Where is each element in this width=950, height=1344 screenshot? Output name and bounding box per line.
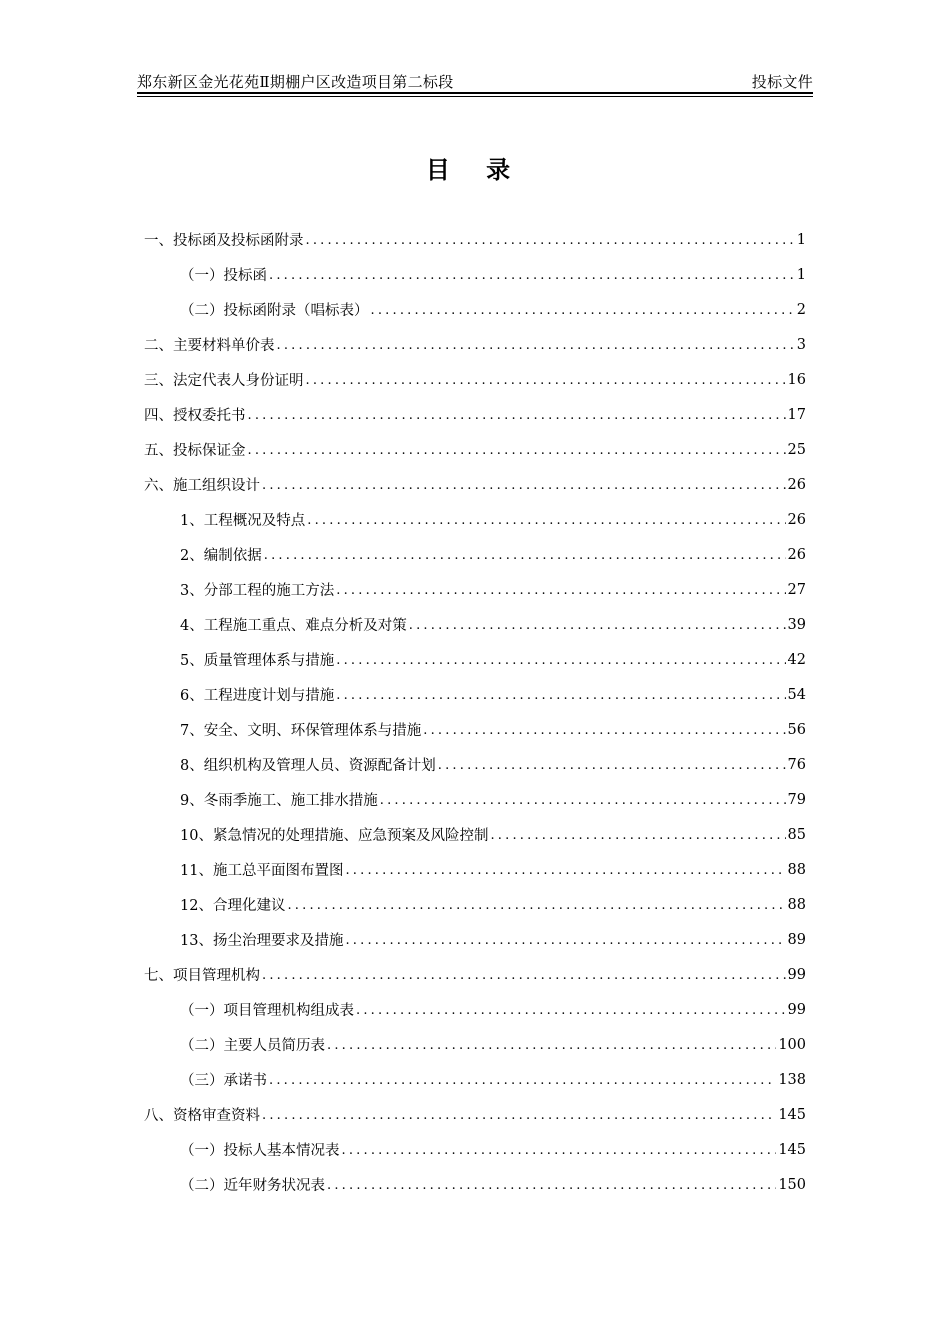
toc-entry-page-number: 138 <box>778 1071 806 1088</box>
toc-entry[interactable] <box>144 1062 806 1097</box>
toc-entry-title: （二）近年财务状况表 <box>180 1178 325 1194</box>
toc-entry-page-number: 100 <box>778 1036 806 1053</box>
toc-dot-leader <box>248 443 786 458</box>
toc-entry[interactable] <box>144 957 806 992</box>
toc-entry-title: 5、质量管理体系与措施 <box>180 653 335 669</box>
toc-entry[interactable] <box>144 502 806 537</box>
toc-entry-page-number: 27 <box>787 581 806 598</box>
toc-entry-title: 8、组织机构及管理人员、资源配备计划 <box>180 758 436 774</box>
toc-entry-page-number: 1 <box>796 266 806 283</box>
toc-entry[interactable] <box>144 292 806 327</box>
toc-entry-title: 2、编制依据 <box>180 548 262 564</box>
toc-entry[interactable] <box>144 1097 806 1132</box>
toc-dot-leader <box>262 478 786 493</box>
toc-entry[interactable] <box>144 922 806 957</box>
toc-entry-page-number: 16 <box>787 371 806 388</box>
toc-entry-page-number: 26 <box>787 546 806 563</box>
toc-dot-leader <box>345 933 785 948</box>
toc-dot-leader <box>380 793 786 808</box>
toc-entry-page-number: 145 <box>778 1141 806 1158</box>
toc-entry-page-number: 54 <box>787 686 806 703</box>
toc-dot-leader <box>356 1003 786 1018</box>
header-divider <box>137 92 813 97</box>
toc-entry[interactable] <box>144 222 806 257</box>
toc-entry-page-number: 88 <box>787 861 806 878</box>
toc-entry[interactable] <box>144 397 806 432</box>
toc-dot-leader <box>490 828 785 843</box>
toc-entry-page-number: 76 <box>787 756 806 773</box>
toc-entry-title: （一）投标人基本情况表 <box>180 1143 340 1159</box>
toc-entry-title: 4、工程施工重点、难点分析及对策 <box>180 618 407 634</box>
toc-entry-page-number: 26 <box>787 511 806 528</box>
toc-entry[interactable] <box>144 677 806 712</box>
toc-entry-page-number: 89 <box>787 931 806 948</box>
toc-dot-leader <box>327 1038 776 1053</box>
toc-entry-title: 八、资格审查资料 <box>144 1108 260 1124</box>
toc-entry-page-number: 85 <box>787 826 806 843</box>
toc-entry[interactable] <box>144 1027 806 1062</box>
toc-dot-leader <box>342 1143 777 1158</box>
toc-entry[interactable] <box>144 537 806 572</box>
toc-entry-title: 五、投标保证金 <box>144 443 246 459</box>
toc-dot-leader <box>336 653 785 668</box>
toc-entry[interactable] <box>144 887 806 922</box>
toc-entry-title: 3、分部工程的施工方法 <box>180 583 335 599</box>
toc-dot-leader <box>423 723 785 738</box>
toc-entry-page-number: 25 <box>787 441 806 458</box>
header-doc-type: 投标文件 <box>751 73 813 91</box>
toc-entry-title: （一）项目管理机构组成表 <box>180 1003 354 1019</box>
toc-dot-leader <box>336 688 785 703</box>
toc-entry[interactable] <box>144 1132 806 1167</box>
toc-entry-title: 6、工程进度计划与措施 <box>180 688 335 704</box>
toc-entry-title: 13、扬尘治理要求及措施 <box>180 933 344 949</box>
header-project-title: 郑东新区金光花苑Ⅱ期棚户区改造项目第二标段 <box>137 73 454 91</box>
toc-entry[interactable] <box>144 607 806 642</box>
toc-entry-page-number: 26 <box>787 476 806 493</box>
toc-entry-title: （三）承诺书 <box>180 1073 267 1089</box>
toc-entry[interactable] <box>144 362 806 397</box>
toc-entry-title: 11、施工总平面图布置图 <box>180 863 344 879</box>
toc-dot-leader <box>262 1108 776 1123</box>
toc-entry[interactable] <box>144 467 806 502</box>
toc-entry-page-number: 88 <box>787 896 806 913</box>
toc-entry[interactable] <box>144 642 806 677</box>
toc-dot-leader <box>262 968 786 983</box>
toc-entry-title: 六、施工组织设计 <box>144 478 260 494</box>
toc-dot-leader <box>269 1073 776 1088</box>
toc-entry-title: 七、项目管理机构 <box>144 968 260 984</box>
toc-entry-page-number: 99 <box>787 1001 806 1018</box>
toc-entry-page-number: 39 <box>787 616 806 633</box>
toc-dot-leader <box>306 233 795 248</box>
toc-entry-title: （二）主要人员简历表 <box>180 1038 325 1054</box>
toc-dot-leader <box>327 1178 776 1193</box>
toc-entry-title: （二）投标函附录（唱标表） <box>180 303 369 319</box>
toc-entry[interactable] <box>144 782 806 817</box>
toc-dot-leader <box>287 898 785 913</box>
toc-entry-title: （一）投标函 <box>180 268 267 284</box>
toc-dot-leader <box>336 583 785 598</box>
toc-entry-page-number: 145 <box>778 1106 806 1123</box>
toc-dot-leader <box>345 863 785 878</box>
toc-dot-leader <box>409 618 786 633</box>
toc-dot-leader <box>307 513 785 528</box>
toc-entry-title: 二、主要材料单价表 <box>144 338 275 354</box>
toc-entry[interactable] <box>144 257 806 292</box>
toc-entry-title: 7、安全、文明、环保管理体系与措施 <box>180 723 422 739</box>
toc-entry-page-number: 3 <box>796 336 806 353</box>
toc-dot-leader <box>277 338 795 353</box>
toc-entry[interactable] <box>144 327 806 362</box>
toc-entry-title: 10、紧急情况的处理措施、应急预案及风险控制 <box>180 828 489 844</box>
toc-dot-leader <box>248 408 786 423</box>
toc-entry-title: 1、工程概况及特点 <box>180 513 306 529</box>
page-title: 目 录 <box>425 156 525 184</box>
toc-dot-leader <box>306 373 786 388</box>
toc-entry-page-number: 42 <box>787 651 806 668</box>
toc-entry-page-number: 99 <box>787 966 806 983</box>
toc-dot-leader <box>438 758 786 773</box>
toc-dot-leader <box>269 268 795 283</box>
page-header <box>137 68 813 92</box>
toc-entry[interactable] <box>144 712 806 747</box>
toc-entry-title: 12、合理化建议 <box>180 898 286 914</box>
toc-entry-page-number: 1 <box>796 231 806 248</box>
toc-entry[interactable] <box>144 747 806 782</box>
toc-entry[interactable] <box>144 572 806 607</box>
toc-entry[interactable] <box>144 1167 806 1202</box>
toc-entry-page-number: 56 <box>787 721 806 738</box>
toc-entry[interactable] <box>144 852 806 887</box>
toc-entry[interactable] <box>144 817 806 852</box>
toc-dot-leader <box>371 303 795 318</box>
toc-entry-page-number: 79 <box>787 791 806 808</box>
toc-entry[interactable] <box>144 992 806 1027</box>
toc-entry[interactable] <box>144 432 806 467</box>
toc-entry-page-number: 150 <box>778 1176 806 1193</box>
toc-entry-page-number: 2 <box>796 301 806 318</box>
toc-entry-title: 三、法定代表人身份证明 <box>144 373 304 389</box>
toc-entry-title: 9、冬雨季施工、施工排水措施 <box>180 793 378 809</box>
toc-entry-title: 一、投标函及投标函附录 <box>144 233 304 249</box>
toc-entry-page-number: 17 <box>787 406 806 423</box>
toc-dot-leader <box>264 548 786 563</box>
table-of-contents <box>144 222 806 1202</box>
toc-entry-title: 四、授权委托书 <box>144 408 246 424</box>
